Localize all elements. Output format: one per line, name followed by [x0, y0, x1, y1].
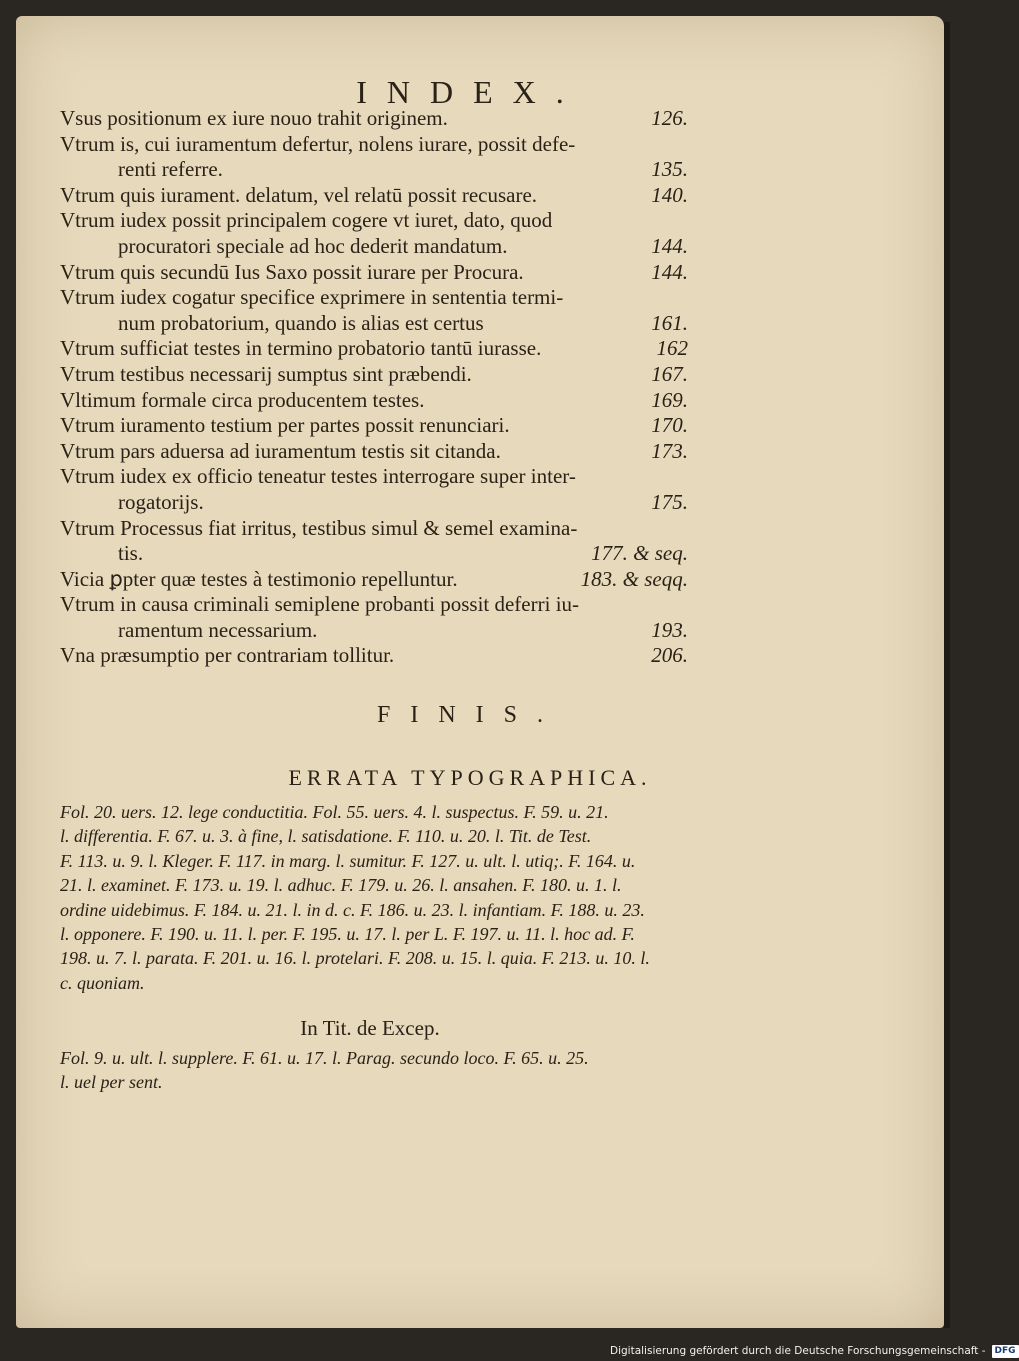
index-entry-text: rogatorijs.: [118, 489, 204, 514]
index-page-number: 162: [656, 336, 688, 361]
index-page-number: 170.: [651, 413, 688, 438]
index-page-number: 144.: [651, 233, 688, 258]
errata-line: F. 113. u. 9. l. Kleger. F. 117. in marg. l. sumitur. F. 127. u. ult. l. utiq;. F. 164. u.: [60, 850, 636, 871]
errata-line: ordine uidebimus. F. 184. u. 21. l. in d. c. F. 186. u. 23. l. infantiam. F. 188. u. 23.: [60, 899, 645, 920]
errata-exceptions-line: l. uel per sent.: [60, 1072, 163, 1093]
index-page-number: 144.: [651, 259, 688, 284]
errata-line: 21. l. examinet. F. 173. u. 19. l. adhuc. F. 179. u. 26. l. ansahen. F. 180. u. 1. l.: [60, 875, 622, 896]
index-entry-text: Vltimum formale circa producentem testes.: [60, 387, 425, 412]
index-entry-text: Vtrum sufficiat testes in termino probatorio tantū iurasse.: [60, 336, 542, 361]
index-entry-text: Vtrum iudex ex officio teneatur testes interrogare super inter-: [60, 464, 576, 489]
index-entry: [60, 285, 688, 336]
index-page-number: 175.: [651, 489, 688, 514]
errata-heading: ERRATA TYPOGRAPHICA.: [288, 765, 652, 790]
index-entry: [60, 208, 688, 259]
index-entry-line: [60, 541, 688, 567]
index-entry-text: ramentum necessarium.: [118, 617, 318, 642]
index-page-number: 126.: [651, 106, 688, 130]
errata-exceptions-block: [60, 1046, 688, 1095]
index-page-number: 193.: [651, 617, 688, 642]
index-entry-line: [60, 643, 688, 669]
index-entry: [60, 464, 688, 515]
errata-line: Fol. 20. uers. 12. lege conductitia. Fol. 55. uers. 4. l. suspectus. F. 59. u. 21.: [60, 802, 609, 822]
index-entry-text: tis.: [118, 541, 144, 566]
index-entry-line: [60, 592, 688, 618]
errata-line: c. quoniam.: [60, 972, 145, 993]
index-page-number: 173.: [651, 438, 688, 463]
errata-line: l. differentia. F. 67. u. 3. à fine, l. satisdatione. F. 110. u. 20. l. Tit. de Test.: [60, 826, 592, 847]
page-edge: [944, 22, 950, 1328]
errata-line: 198. u. 7. l. parata. F. 201. u. 16. l. protelari. F. 208. u. 15. l. quia. F. 213. u. 10. l.: [60, 948, 650, 969]
index-entry-line: [60, 490, 688, 516]
index-entry: [60, 567, 688, 593]
index-page-number: 161.: [651, 310, 688, 335]
index-entry-text: Vtrum quis iurament. delatum, vel relatū possit recusare.: [60, 182, 538, 207]
index-entry-line: [60, 336, 688, 362]
index-entry-line: [60, 106, 688, 132]
index-entry: [60, 643, 688, 669]
index-entry: [60, 516, 688, 567]
index-page-number: 169.: [651, 387, 688, 412]
index-page-number: 167.: [651, 361, 688, 386]
index-heading: INDEX.: [356, 74, 584, 110]
index-entry-line: [60, 362, 688, 388]
index-page-number: 140.: [651, 182, 688, 207]
index-entry: [60, 388, 688, 414]
index-entry-text: Vtrum is, cui iuramentum defertur, nolens iurare, possit defe-: [60, 131, 576, 156]
index-entries: [60, 106, 688, 669]
index-entry-line: [60, 464, 688, 490]
index-entry-line: [60, 157, 688, 183]
index-entry: [60, 183, 688, 209]
index-entry-text: Vtrum Processus fiat irritus, testibus simul & semel examina-: [60, 515, 578, 540]
errata-line: l. opponere. F. 190. u. 11. l. per. F. 195. u. 17. l. per L. F. 197. u. 11. l. hoc ad. F.: [60, 924, 635, 945]
index-entry-line: [60, 285, 688, 311]
index-entry: [60, 260, 688, 286]
index-entry: [60, 106, 688, 132]
index-entry: [60, 592, 688, 643]
index-entry-line: [60, 132, 688, 158]
index-entry-line: [60, 439, 688, 465]
index-entry-line: [60, 388, 688, 414]
index-entry-line: [60, 618, 688, 644]
index-entry-text: renti referre.: [118, 157, 223, 182]
index-entry-text: Vna præsumptio per contrariam tollitur.: [60, 643, 395, 668]
index-entry-text: Vsus positionum ex iure nouo trahit originem.: [60, 106, 448, 130]
index-entry: [60, 132, 688, 183]
errata-subheading: In Tit. de Excep.: [300, 1016, 440, 1040]
index-entry-text: Vtrum pars aduersa ad iuramentum testis sit citanda.: [60, 438, 501, 463]
index-page-number: 177. & seq.: [591, 541, 688, 566]
index-entry-line: [60, 260, 688, 286]
index-entry-line: [60, 567, 688, 593]
index-entry-text: Vicia ꝑpter quæ testes à testimonio repelluntur.: [60, 566, 458, 591]
index-entry-text: Vtrum testibus necessarij sumptus sint præbendi.: [60, 361, 472, 386]
index-entry-text: Vtrum iudex possit principalem cogere vt iuret, dato, quod: [60, 208, 553, 233]
footer-text: Digitalisierung gefördert durch die Deutsche Forschungsgemeinschaft -: [610, 1345, 986, 1357]
index-entry-line: [60, 234, 688, 260]
digitization-footer: [610, 1342, 1016, 1361]
index-entry: [60, 413, 688, 439]
finis-heading: FINIS.: [376, 702, 563, 728]
index-entry-line: [60, 208, 688, 234]
index-entry-text: Vtrum quis secundū Ius Saxo possit iurare per Procura.: [60, 259, 524, 284]
index-entry-text: Vtrum iudex cogatur specifice exprimere in sententia termi-: [60, 285, 564, 310]
index-entry-line: [60, 183, 688, 209]
index-entry-line: [60, 516, 688, 542]
index-entry-text: Vtrum iuramento testium per partes possit renunciari.: [60, 413, 510, 438]
index-entry-line: [60, 413, 688, 439]
index-entry-line: [60, 311, 688, 337]
index-entry: [60, 336, 688, 362]
index-page-number: 135.: [651, 157, 688, 182]
index-page-number: 206.: [651, 643, 688, 668]
dfg-logo-icon: DFG: [992, 1345, 1019, 1358]
errata-block: [60, 800, 688, 995]
index-entry: [60, 362, 688, 388]
index-entry-text: procuratori speciale ad hoc dederit mandatum.: [118, 233, 508, 258]
index-entry-text: num probatorium, quando is alias est certus: [118, 310, 484, 335]
errata-exceptions-line: Fol. 9. u. ult. l. supplere. F. 61. u. 17. l. Parag. secundo loco. F. 65. u. 25.: [60, 1048, 589, 1068]
index-page-number: 183. & seqq.: [580, 566, 688, 591]
index-entry-text: Vtrum in causa criminali semiplene probanti possit deferri iu-: [60, 592, 580, 617]
index-entry: [60, 439, 688, 465]
